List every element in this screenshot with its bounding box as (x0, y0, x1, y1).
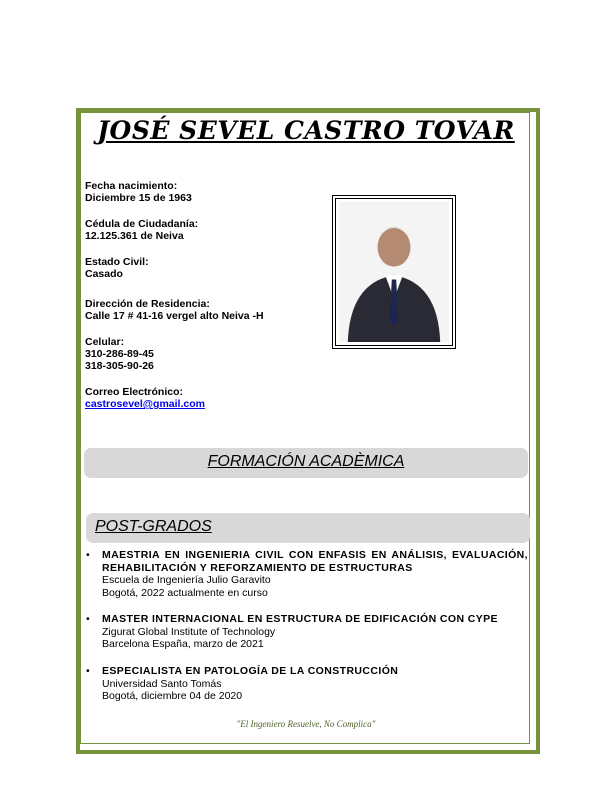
profile-photo (332, 195, 456, 349)
phone-2: 318-305-90-26 (85, 360, 154, 372)
degree-detail: Bogotá, 2022 actualmente en curso (102, 586, 268, 599)
phone-block (85, 336, 154, 372)
value: Diciembre 15 de 1963 (85, 192, 192, 204)
address-block (85, 298, 264, 322)
degree-institution: Zigurat Global Institute of Technology (102, 625, 276, 638)
degree-title: ESPECIALISTA EN PATOLOGÍA DE LA CONSTRUCCIÓN (102, 665, 399, 677)
email-link[interactable]: castrosevel@gmail.com (85, 398, 205, 410)
degree-title: MAESTRIA EN INGENIERIA CIVIL CON ENFASIS EN ANÁLISIS, EVALUACIÓN, REHABILITACIÓN Y REFORZAMIENTO DE ESTRUCTURAS (102, 549, 528, 574)
subsection-header-band (86, 513, 530, 543)
label: Celular: (85, 336, 125, 348)
bullet-icon: • (86, 613, 90, 625)
email-block (85, 386, 205, 410)
value: Calle 17 # 41-16 vergel alto Neiva -H (85, 310, 264, 322)
degree-detail: Barcelona España, marzo de 2021 (102, 638, 264, 650)
degree-item (86, 549, 528, 599)
value: Casado (85, 268, 123, 280)
label: Correo Electrónico: (85, 386, 184, 398)
bullet-icon: • (86, 549, 90, 561)
degree-item (86, 613, 528, 651)
section-title: FORMACIÓN ACADÈMICA (207, 453, 405, 470)
birthdate-block (85, 180, 192, 204)
label: Estado Civil: (85, 256, 149, 268)
label: Cédula de Ciudadanía: (85, 218, 199, 230)
degree-detail: Bogotá, diciembre 04 de 2020 (102, 690, 243, 702)
person-photo-icon (339, 202, 449, 342)
subsection-title: POST-GRADOS (95, 518, 212, 535)
degree-institution: Universidad Santo Tomás (102, 677, 222, 690)
footer-quote: "El Ingeniero Resuelve, No Complica" (236, 719, 376, 729)
label: Fecha nacimiento: (85, 180, 178, 192)
phone-1: 310-286-89-45 (85, 348, 154, 360)
section-header-band (84, 448, 528, 478)
civil-status-block (85, 256, 149, 280)
degree-item (86, 665, 528, 703)
degree-institution: Escuela de Ingeniería Julio Garavito (102, 574, 271, 586)
degree-title: MASTER INTERNACIONAL EN ESTRUCTURA DE EDIFICACIÓN CON CYPE (102, 613, 498, 625)
label: Dirección de Residencia: (85, 298, 210, 310)
value: 12.125.361 de Neiva (85, 230, 184, 242)
bullet-icon: • (86, 665, 90, 677)
id-block (85, 218, 198, 242)
person-name: JOSÉ SEVEL CASTRO TOVAR (97, 116, 515, 145)
